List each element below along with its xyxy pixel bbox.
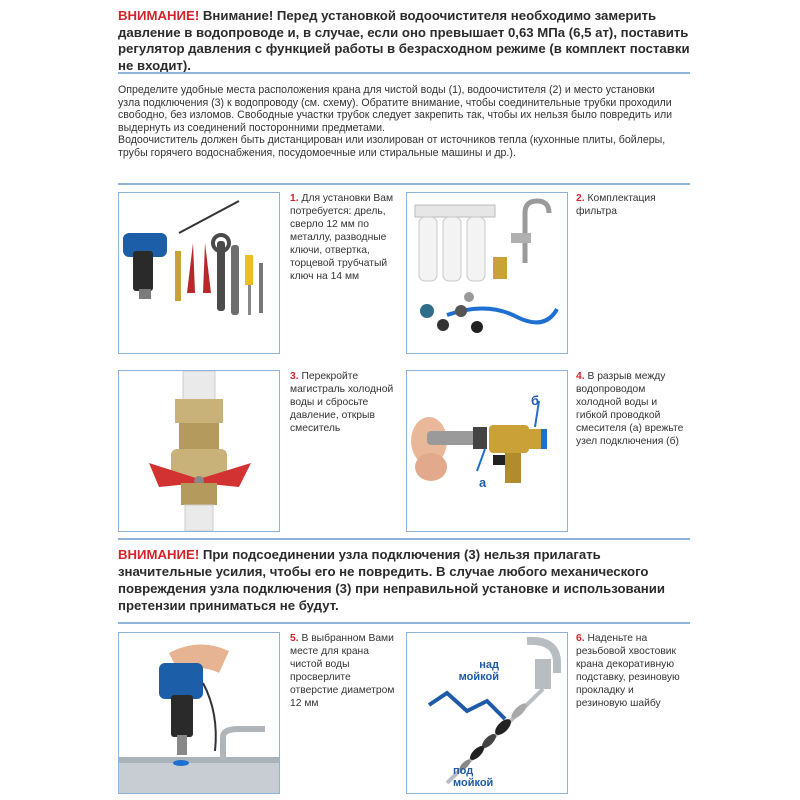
step-text: В выбранном Вами месте для крана чистой воды просверлите отверстие диаметром 12 мм: [290, 633, 395, 709]
divider: [118, 622, 690, 624]
step-number: 1.: [290, 193, 299, 204]
connection-node-photo: [406, 370, 568, 532]
step-number: 4.: [576, 371, 585, 382]
step-text: Комплектация фильтра: [576, 193, 656, 217]
below-sink-label: под мойкой: [453, 765, 494, 789]
step-text: Для установки Вам потребуется: дрель, сверло 12 мм по металлу, разводные ключи, отвертка, торцевой трубчатый ключ на 14 мм: [290, 193, 394, 282]
step-number: 3.: [290, 371, 299, 382]
intro-paragraph-1: Определите удобные места расположения крана для чистой воды (1), водоочистителя (2) и место установки узла подключения (3) к водопроводу (см. схему). Обратите внимание, чтобы соединительные трубки проходили свободно, без изломов. Свободные участки трубок следует закрепить так, чтобы их нельзя было повредить или выдернуть из соединений посторонними предметами.: [118, 84, 673, 134]
warning-keyword: ВНИМАНИЕ!: [118, 8, 200, 23]
step-number: 2.: [576, 193, 585, 204]
step-text: В разрыв между водопроводом холодной воды и гибкой проводкой смесителя (а) врежьте узел подключения (б): [576, 371, 684, 447]
drilling-photo: [118, 632, 280, 794]
warning-mid: [118, 546, 690, 614]
step-4: [576, 370, 686, 448]
warning-top: [118, 8, 690, 74]
step-number: 6.: [576, 633, 585, 644]
step-1: [290, 192, 398, 283]
label-b: б: [531, 393, 540, 408]
valve-photo: [118, 370, 280, 532]
step-text: Наденьте на резьбовой хвостовик крана декоративную подставку, резиновую прокладку и резиновую шайбу: [576, 633, 680, 709]
step-number: 5.: [290, 633, 299, 644]
divider: [118, 538, 690, 540]
warning-text: При подсоединении узла подключения (3) нельзя прилагать значительные усилия, чтобы его не повредить. В случае любого механического повреждения узла подключения (3) при неправильной установке и использовании претензии приниматься не будут.: [118, 547, 665, 613]
warning-keyword: ВНИМАНИЕ!: [118, 547, 200, 562]
divider: [118, 183, 690, 185]
step-6: [576, 632, 686, 710]
label-a: а: [479, 475, 487, 490]
intro-text: [118, 84, 678, 160]
filter-kit-photo: [406, 192, 568, 354]
step-5: [290, 632, 398, 710]
intro-paragraph-2: Водоочиститель должен быть дистанцирован или изолирован от источников тепла (кухонные плиты, бойлеры, трубы горячего водоснабжения, посудомоечные или стиральные машины и др.).: [118, 134, 666, 159]
divider: [118, 72, 690, 74]
step-2: [576, 192, 686, 218]
faucet-assembly-photo: [406, 632, 568, 794]
tools-photo: [118, 192, 280, 354]
step-text: Перекройте магистраль холодной воды и сбросьте давление, открыв смеситель: [290, 371, 394, 434]
warning-text: Внимание! Перед установкой водоочистителя необходимо замерить давление в водопроводе и, в случае, если оно превышает 0,63 МПа (6,5 ат), поставить регулятор давления с функцией работы в безрасходном режиме (в комплект поставки не входит).: [118, 8, 690, 73]
above-sink-label: над мойкой: [458, 659, 499, 683]
step-3: [290, 370, 398, 435]
